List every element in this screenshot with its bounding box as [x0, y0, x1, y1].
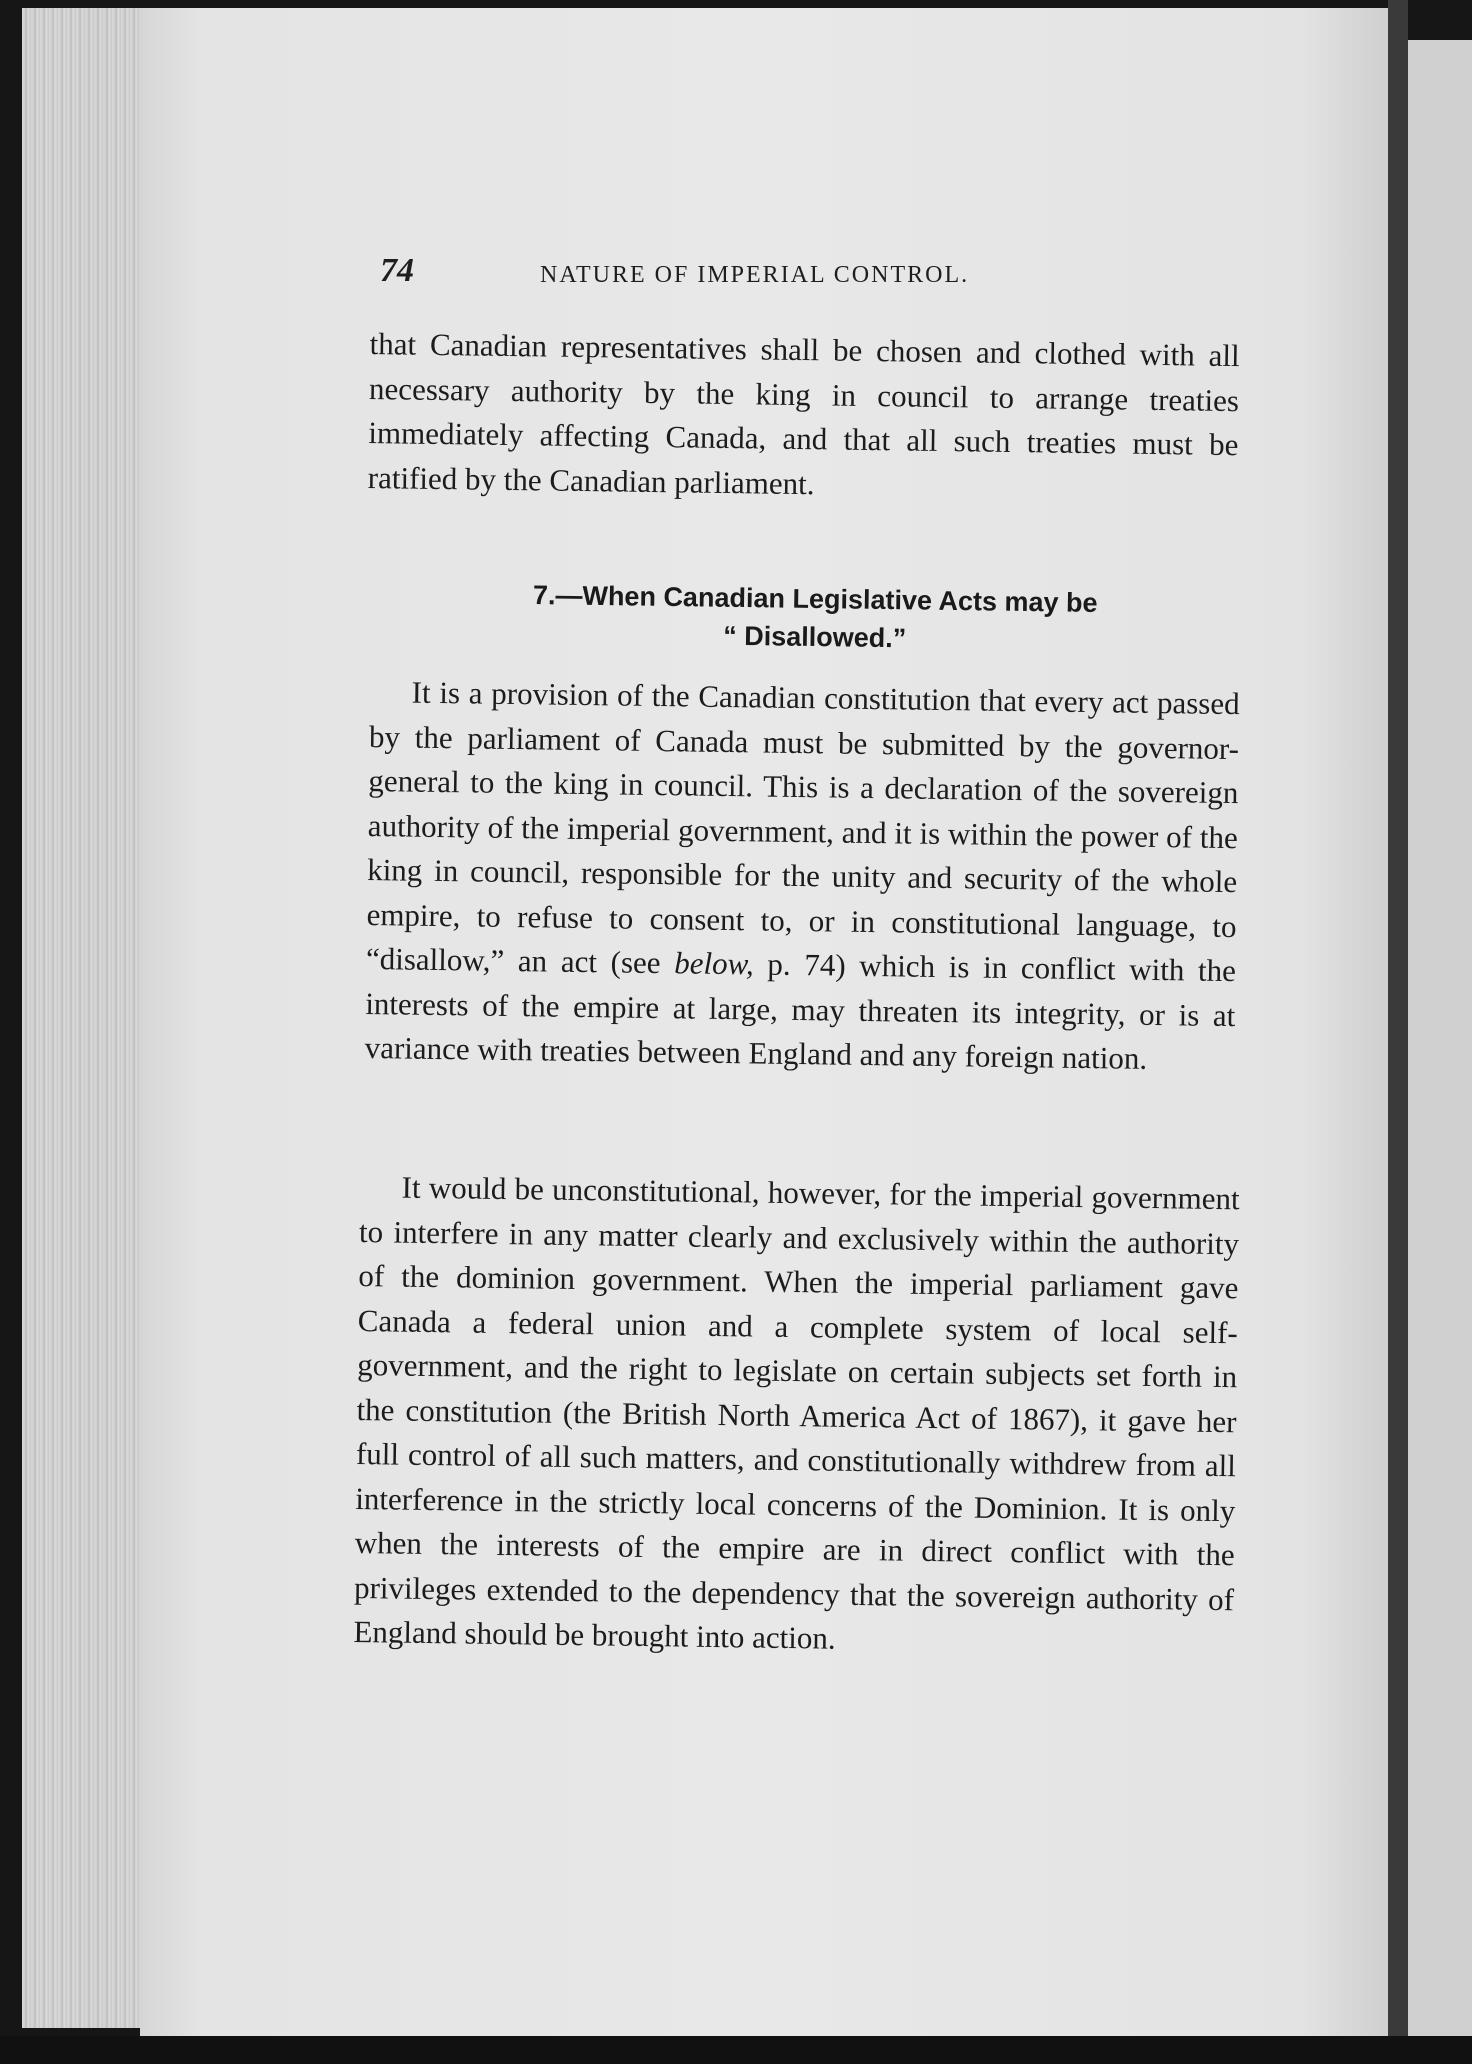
- bottom-shadow: [0, 2036, 1472, 2064]
- page-stack-edges: [22, 8, 152, 2028]
- paragraph-disallowance: [364, 670, 1240, 1083]
- section-heading-line-2: “ Disallowed.”: [723, 620, 907, 654]
- paragraph-unconstitutional: [353, 1165, 1240, 1667]
- paragraph-2: [364, 670, 1240, 1083]
- section-heading-line-1: 7.—When Canadian Legislative Acts may be: [532, 580, 1098, 618]
- adjacent-page-edge: [1408, 40, 1472, 2040]
- running-title: NATURE OF IMPERIAL CONTROL.: [540, 262, 970, 288]
- paragraph-3: It would be unconstitutional, however, for the imperial government to interfere in any matter clearly and exclusively within the authority of the dominion government. When the imperial parliament gave Canada a federal union and a complete system of local self-government, and the right to legislate on certain subjects set forth in the constitution (the British North America Act of 1867), it gave her full control of all such matters, and constitutionally withdrew from all interference in the strictly local concerns of the Dominion. It is only when the interests of the empire are in direct conflict with the privileges extended to the dependency that the sovereign authority of England should be brought into action.: [353, 1169, 1240, 1656]
- paragraph-2-text-a: It is a provision of the Canadian constitution that every act passed by the parliament of Canada must be submitted by the governor-general to the king in council. This is a declaration of the sovereign authority of the imperial government, and it is within the power of the king in council, responsible for the unity and security of the whole empire, to refuse to consent to, or in constitutional language, to “disallow,” an act (see: [365, 674, 1240, 981]
- running-head: [380, 252, 1080, 302]
- paragraph-2-text-b: p. 74) which is in conflict with the interests of the empire at large, may threaten its integrity, or is at variance with treaties between England and any foreign nation.: [364, 946, 1237, 1076]
- page-number: 74: [380, 252, 414, 289]
- paragraph-1: that Canadian representatives shall be chosen and clothed with all necessary authority by the king in council to arrange treaties immediately affecting Canada, and that all such treaties must be ratified by the Canadian parliament.: [367, 325, 1240, 501]
- paragraph-2-italic: below,: [674, 945, 754, 982]
- section-heading: [430, 575, 1201, 662]
- paragraph-continuation: [368, 322, 1240, 512]
- gutter-shadow: [1388, 0, 1408, 2064]
